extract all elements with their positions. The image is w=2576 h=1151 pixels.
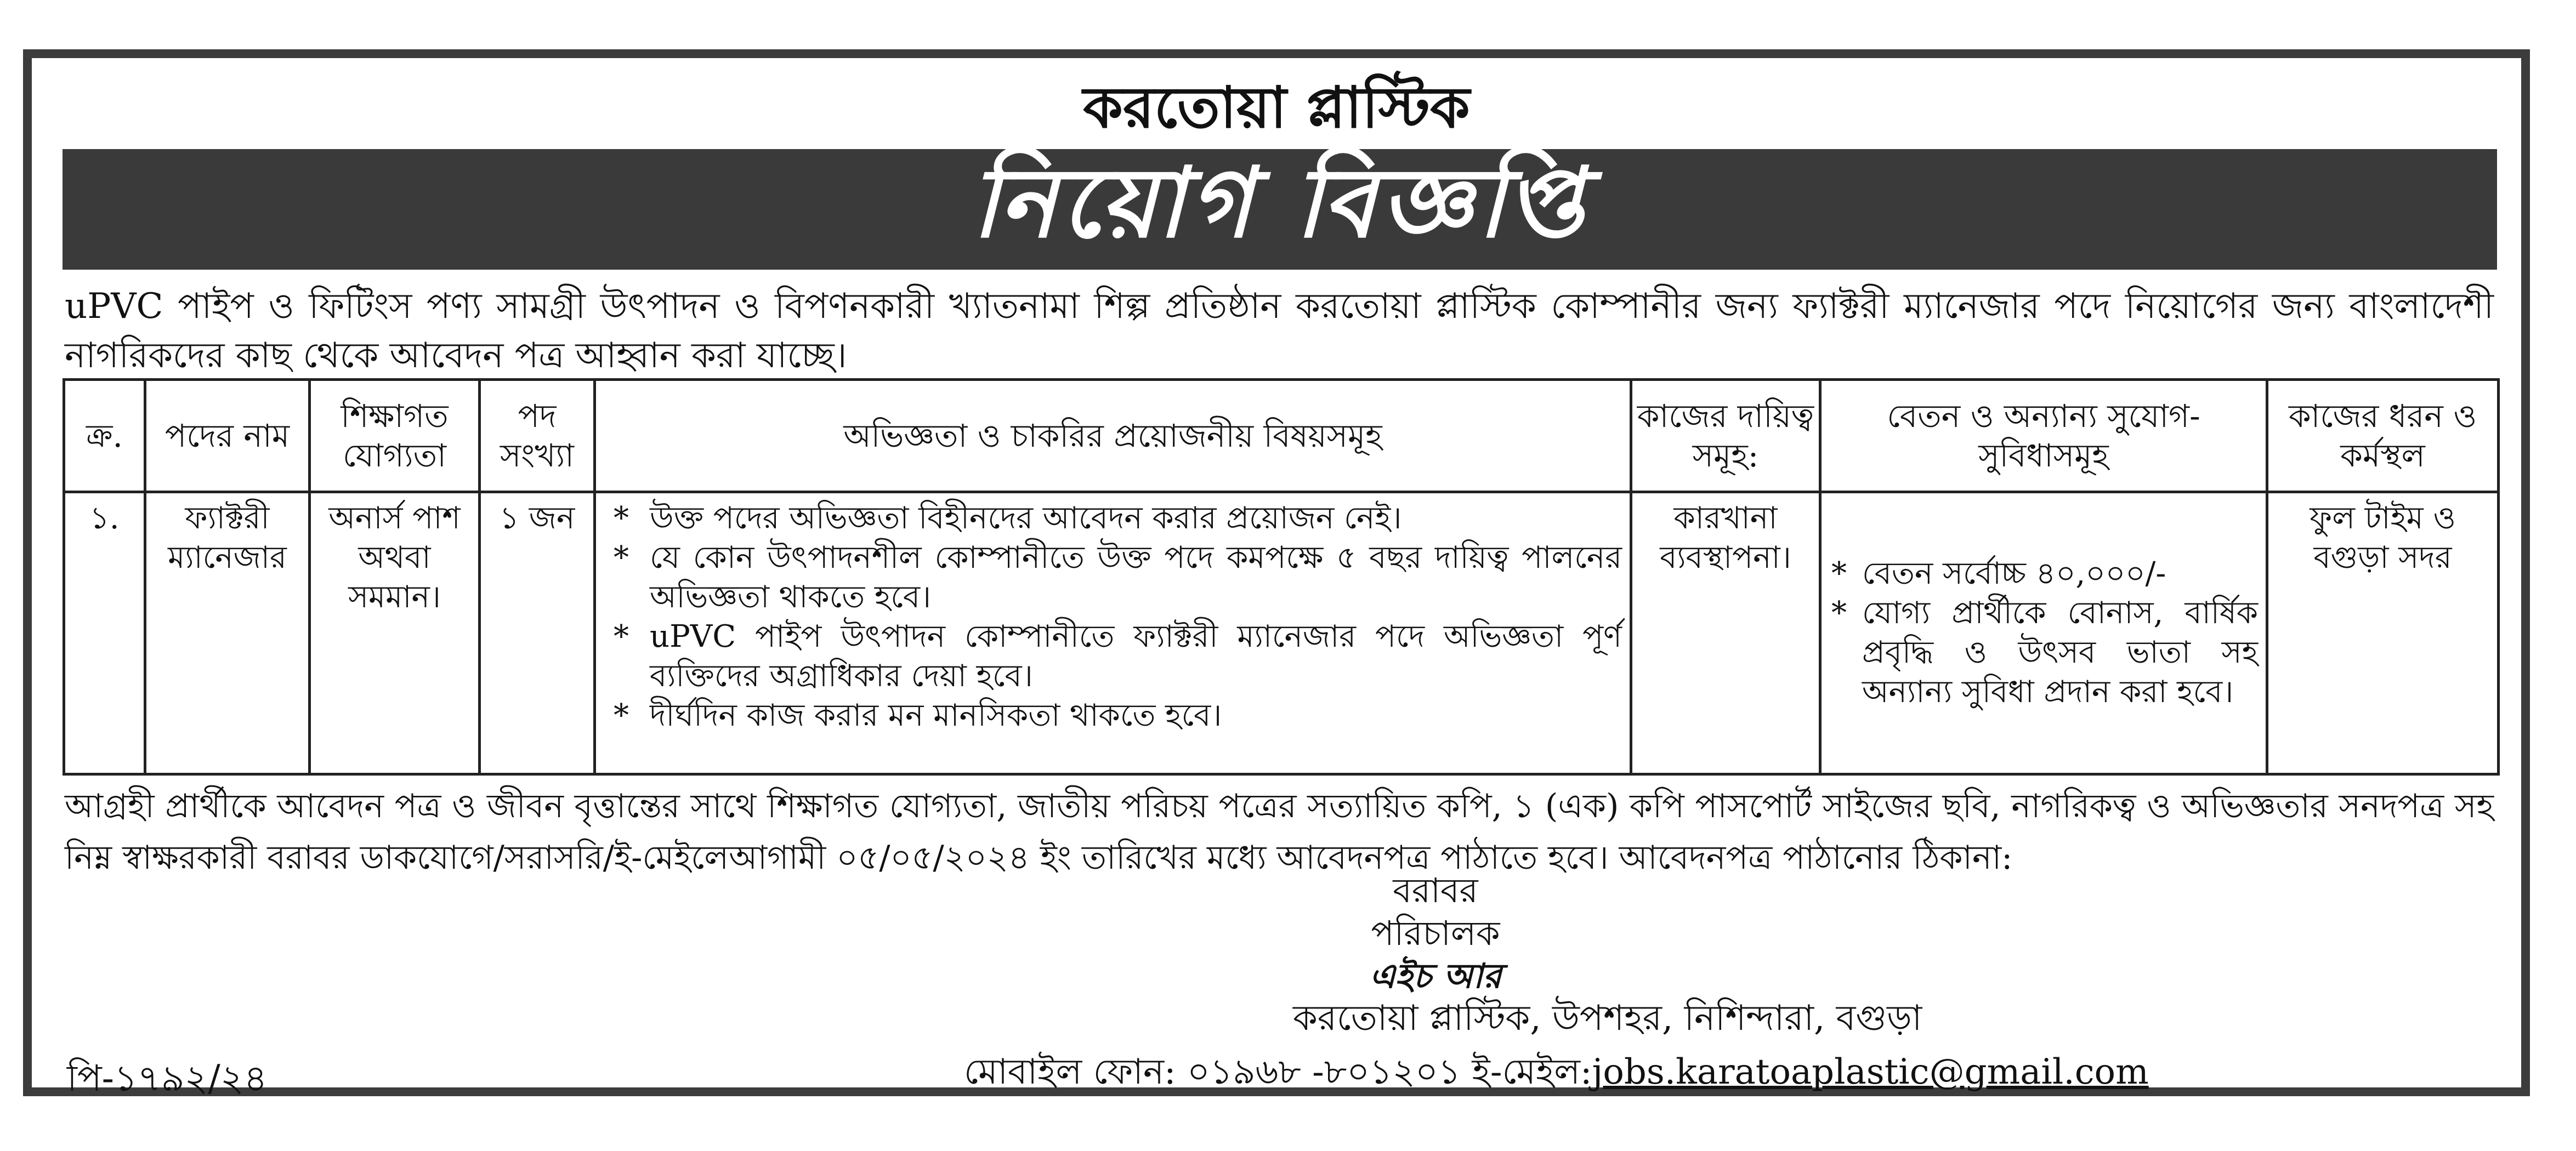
experience-item: * uPVC পাইপ উৎপাদন কোম্পানীতে ফ্যাক্টরী ম্যানেজার পদে অভিজ্ঞতা পূর্ণ ব্যক্তিদের অগ্রাধিকার দেয়া হবে।	[604, 617, 1622, 696]
phone-number: ০১৯৬৮ -৮০১২০১	[1187, 1052, 1461, 1092]
address-designation: পরিচালক	[1371, 913, 1500, 953]
address-to: বরাবর	[1393, 870, 1478, 910]
salary-item: * বেতন সর্বোচ্চ ৪০,০০০/-	[1829, 554, 2258, 594]
cell-post: ফ্যাক্টরী ম্যানেজার	[145, 492, 310, 774]
address-department: এইচ আর	[1369, 956, 1502, 996]
cell-job-type: ফুল টাইম ও বগুড়া সদর	[2267, 492, 2499, 774]
title-banner	[63, 146, 2497, 270]
header-experience: অভিজ্ঞতা ও চাকরির প্রয়োজনীয় বিষয়সমূহ	[595, 380, 1631, 492]
experience-item: * দীর্ঘদিন কাজ করার মন মানসিকতা থাকতে হবে।	[604, 696, 1622, 736]
phone-label: মোবাইল ফোন:	[964, 1052, 1176, 1092]
cell-responsibility: কারখানা ব্যবস্থাপনা।	[1631, 492, 1820, 774]
header-education: শিক্ষাগত যোগ্যতা	[310, 380, 480, 492]
cell-salary	[1820, 492, 2267, 774]
header-vacancy: পদ সংখ্যা	[480, 380, 595, 492]
reference-number: পি-১৭৯২/২৪	[67, 1057, 268, 1099]
email-label: ই-মেইল:	[1472, 1052, 1592, 1092]
header-post: পদের নাম	[145, 380, 310, 492]
intro-paragraph: uPVC পাইপ ও ফিটিংস পণ্য সামগ্রী উৎপাদন ও বিপণনকারী খ্যাতনামা শিল্প প্রতিষ্ঠান করতোয়া প্লাস্টিক কোম্পানীর জন্য ফ্যাক্টরী ম্যানেজার পদে নিয়োগের জন্য বাংলাদেশী নাগরিকদের কাছ থেকে আবেদন পত্র আহ্বান করা যাচ্ছে।	[65, 286, 2494, 376]
header-serial: ক্র.	[64, 380, 145, 492]
cell-serial: ১.	[64, 492, 145, 774]
experience-item: * উক্ত পদের অভিজ্ঞতা বিহীনদের আবেদন করার প্রয়োজন নেই।	[604, 499, 1622, 538]
experience-list	[604, 499, 1622, 736]
advertisement-frame	[23, 49, 2530, 1099]
salary-list	[1829, 554, 2258, 712]
cell-education: অনার্স পাশ অথবা সমমান।	[310, 492, 480, 774]
cell-vacancy: ১ জন	[480, 492, 595, 774]
header-salary: বেতন ও অন্যান্য সুযোগ-সুবিধাসমূহ	[1820, 380, 2267, 492]
contact-line	[964, 1049, 2149, 1095]
cell-experience	[595, 492, 1631, 774]
job-table	[63, 378, 2500, 776]
banner-title: নিয়োগ বিজ্ঞপ্তি	[971, 146, 1588, 259]
application-instructions: আগ্রহী প্রার্থীকে আবেদন পত্র ও জীবন বৃত্তান্তের সাথে শিক্ষাগত যোগ্যতা, জাতীয় পরিচয় পত্রের সত্যায়িত কপি, ১ (এক) কপি পাসপোর্ট সাইজের ছবি, নাগরিকত্ব ও অভিজ্ঞতার সনদপত্র সহ নিম্ন স্বাক্ষরকারী বরাবর ডাকযোগে/সরাসরি/ই-মেইলেআগামী ০৫/০৫/২০২৪ ইং তারিখের মধ্যে আবেদনপত্র পাঠাতে হবে। আবেদনপত্র পাঠানোর ঠিকানা:	[65, 787, 2494, 877]
company-name: করতোয়া প্লাস্টিক	[1083, 73, 1470, 141]
experience-item: * যে কোন উৎপাদনশীল কোম্পানীতে উক্ত পদে কমপক্ষে ৫ বছর দায়িত্ব পালনের অভিজ্ঞতা থাকতে হবে।	[604, 538, 1622, 617]
email-link[interactable]: jobs.karatoaplastic@gmail.com	[1592, 1052, 2149, 1092]
address-full: করতোয়া প্লাস্টিক, উপশহর, নিশিন্দারা, বগুড়া	[1293, 998, 1922, 1039]
table-row	[64, 492, 2499, 774]
header-job-type: কাজের ধরন ও কর্মস্থল	[2267, 380, 2499, 492]
header-responsibility: কাজের দায়িত্ব সমূহ:	[1631, 380, 1820, 492]
table-header-row	[64, 380, 2499, 492]
salary-item: * যোগ্য প্রার্থীকে বোনাস, বার্ষিক প্রবৃদ্ধি ও উৎসব ভাতা সহ অন্যান্য সুবিধা প্রদান করা হবে।	[1829, 594, 2258, 712]
